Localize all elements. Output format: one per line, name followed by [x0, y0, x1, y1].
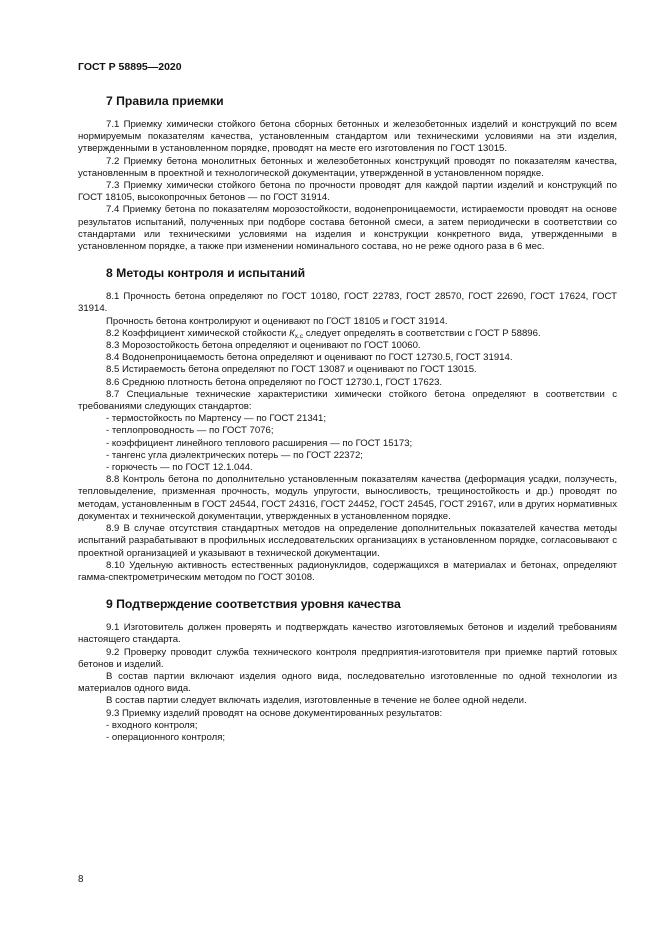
list-item: - термостойкость по Мартенсу — по ГОСТ 21341; — [106, 413, 327, 425]
paragraph-8-2-end: следует определять в соответствии с ГОСТ Р 58896. — [303, 327, 541, 339]
list-item: - коэффициент линейного теплового расширения — по ГОСТ 15173; — [106, 437, 413, 449]
list-item: - теплопроводность — по ГОСТ 7076; — [106, 425, 274, 437]
paragraph-9-2-cont-2: В состав партии следует включать изделия, изготовленные в течение не более одной недели. — [106, 695, 527, 707]
paragraph-8-2 — [78, 328, 617, 340]
section-7-heading: 7 Правила приемки — [106, 94, 224, 108]
paragraph-7-4: 7.4 Приемку бетона по показателям морозостойкости, водонепроницаемости, истираемости проводят на основе результатов испытаний, полученных при подборе состава бетонной смеси, а затем периодически в соответствии со стандартами или техническими условиями на изделия и конструкции конкретного вида, утвержденными в установленном порядке, а также при изменении номинального состава, но не реже одного раза в 6 мес. — [78, 204, 617, 253]
coefficient-symbol: К — [289, 327, 295, 339]
list-item: - тангенс угла диэлектрических потерь — по ГОСТ 22372; — [106, 449, 363, 461]
paragraph-9-3: 9.3 Приемку изделий проводят на основе документированных результатов: — [106, 707, 443, 719]
paragraph-9-2-cont-1: В состав партии включают изделия одного вида, последовательно изготовленные по одной технологии из материалов одного вида. — [78, 670, 617, 695]
paragraph-8-10: 8.10 Удельную активность естественных радионуклидов, содержащихся в материалах и бетонах, определяют гамма-спектрометрическим методом по ГОСТ 30108. — [78, 559, 617, 583]
paragraph-8-6: 8.6 Среднюю плотность бетона определяют по ГОСТ 12730.1, ГОСТ 17623. — [106, 376, 443, 388]
paragraph-9-1: 9.1 Изготовитель должен проверять и подтверждать качество изготовляемых бетонов и изделий требованиям настоящего стандарта. — [78, 622, 617, 646]
paragraph-7-1: 7.1 Приемку химически стойкого бетона сборных бетонных и железобетонных изделий и конструкций по всем нормируемым показателям качества, установленным стандартом или техническими условиями на эти изделия, утвержденными в установленном порядке, проводят на месте его изготовления по ГОСТ 13015. — [78, 119, 617, 155]
document-code: ГОСТ Р 58895—2020 — [78, 61, 182, 73]
paragraph-8-3: 8.3 Морозостойкость бетона определяют и оценивают по ГОСТ 10060. — [106, 340, 421, 352]
list-item: - операционного контроля; — [106, 731, 226, 743]
page-content — [78, 95, 617, 744]
list-item: - входного контроля; — [106, 719, 198, 731]
paragraph-8-4: 8.4 Водонепроницаемость бетона определяют и оценивают по ГОСТ 12730.5, ГОСТ 31914. — [106, 352, 513, 364]
paragraph-7-2: 7.2 Приемку бетона монолитных бетонных и железобетонных конструкций проводят по показателям качества, установленным в проектной и технологической документации, утвержденной в установленном порядке. — [78, 155, 617, 179]
section-gap — [78, 584, 617, 598]
paragraph-7-3: 7.3 Приемку химически стойкого бетона по прочности проводят для каждой партии изделий и конструкций по ГОСТ 18105, высокопрочных бетонов — по ГОСТ 31914. — [78, 180, 617, 204]
paragraph-8-7: 8.7 Специальные технические характеристики химически стойкого бетона определяют в соответствии с требованиями следующих стандартов: — [78, 388, 617, 413]
list-item: - горючесть — по ГОСТ 12.1.044. — [106, 462, 253, 474]
paragraph-9-2: 9.2 Проверку проводит служба технического контроля предприятия-изготовителя при приемке партий готовых бетонов и изделий. — [78, 646, 617, 670]
paragraph-8-2-start: 8.2 Коэффициент химической стойкости — [106, 327, 290, 339]
section-9-heading: 9 Подтверждение соответствия уровня качества — [106, 597, 401, 612]
section-gap — [78, 253, 617, 267]
section-8-heading: 8 Методы контроля и испытаний — [106, 266, 306, 281]
paragraph-8-1-cont: Прочность бетона контролируют и оценивают по ГОСТ 18105 и ГОСТ 31914. — [106, 315, 448, 327]
paragraph-8-5: 8.5 Истираемость бетона определяют по ГОСТ 13087 и оценивают по ГОСТ 13015. — [106, 364, 477, 376]
coefficient-subscript: х.с — [294, 332, 304, 340]
paragraph-8-1: 8.1 Прочность бетона определяют по ГОСТ 10180, ГОСТ 22783, ГОСТ 28570, ГОСТ 22690, ГОСТ 17624, ГОСТ 31914. — [78, 291, 617, 315]
paragraph-8-9: 8.9 В случае отсутствия стандартных методов на определение дополнительных показателей качества методы испытаний разрабатывают в профильных исследовательских организациях в установленном порядке, согласовывают с проектной организацией и указывают в технической документации. — [78, 523, 617, 559]
paragraph-8-8: 8.8 Контроль бетона по дополнительно установленным показателям качества (деформация усадки, ползучесть, тепловыделение, призменная прочность, модуль упругости, выносливость, трещиностойкость и др.) проводят по методам, установленным в ГОСТ 24544, ГОСТ 24316, ГОСТ 24452, ГОСТ 24545, ГОСТ 29167, или в других нормативных документах и технической документации, утвержденных в установленном порядке. — [78, 474, 617, 522]
page-number: 8 — [78, 874, 84, 885]
